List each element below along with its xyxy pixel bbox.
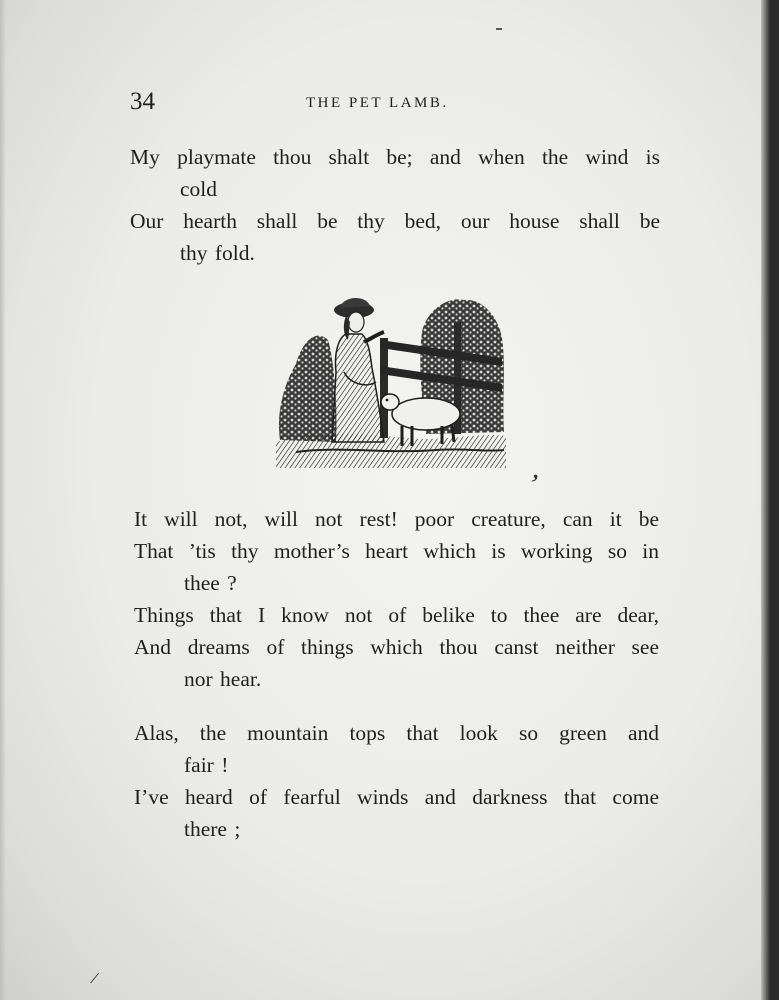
woodcut-girl-and-lamb-icon (276, 292, 506, 468)
stanza-1 (130, 141, 660, 269)
verse-line-continuation: thee ? (184, 571, 237, 595)
running-title: THE PET LAMB. (306, 95, 449, 111)
ink-blot-mark: , (529, 451, 546, 486)
verse-line-continuation: there ; (184, 817, 241, 841)
ink-tick-mark: / (88, 967, 101, 989)
verse-line: Alas, the mountain tops that look so green and (134, 721, 659, 745)
page-left-edge (0, 0, 6, 1000)
verse-line-continuation: nor hear. (184, 667, 262, 691)
verse-line: I’ve heard of fearful winds and darkness that come (134, 785, 659, 809)
verse-line: And dreams of things which thou canst neither see (134, 635, 659, 659)
stanza-2 (134, 503, 659, 695)
verse-line: Things that I know not of belike to thee are dear, (134, 603, 659, 627)
page-header (130, 88, 660, 118)
verse-line: Our hearth shall be thy bed, our house shall be (130, 209, 660, 233)
verse-line-continuation: thy fold. (180, 241, 255, 265)
verse-line: My playmate thou shalt be; and when the wind is (130, 145, 660, 169)
verse-line-continuation: cold (180, 177, 218, 201)
verse-line-continuation: fair ! (184, 753, 229, 777)
verse-line: It will not, will not rest! poor creature, can it be (134, 507, 659, 531)
page-number: 34 (130, 88, 155, 115)
ink-dash-mark (496, 28, 502, 30)
stanza-3 (134, 717, 659, 845)
page-right-edge (761, 0, 770, 1000)
verse-line: That ’tis thy mother’s heart which is working so in (134, 539, 659, 563)
